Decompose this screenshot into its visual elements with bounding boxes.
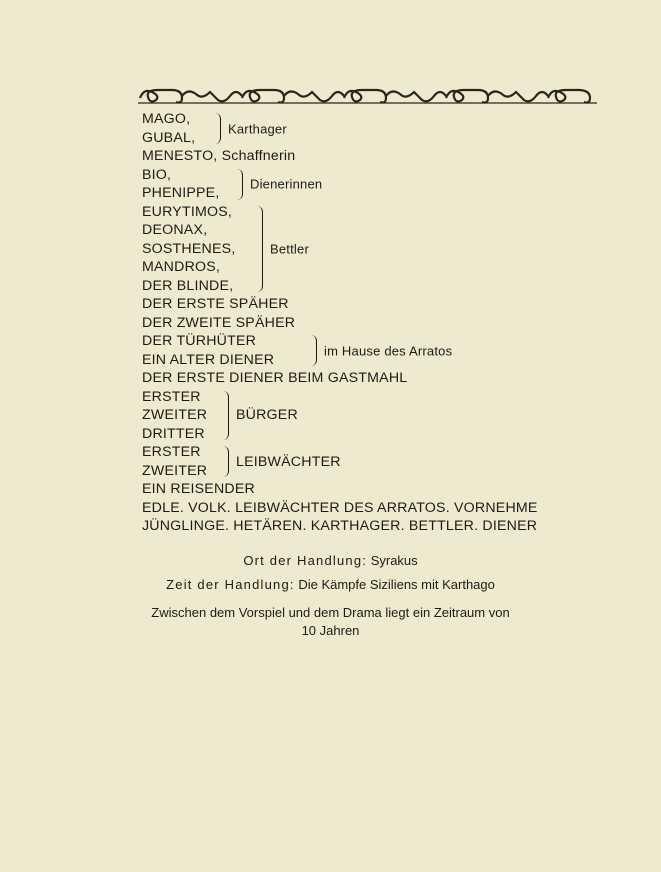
decorative-border-ornament [138, 84, 597, 106]
brace [222, 391, 229, 441]
cast-name: ZWEITER [142, 462, 208, 479]
cast-list [142, 110, 538, 536]
cast-name: DER ZWEITE SPÄHER [142, 314, 296, 331]
cast-group-leibwaechter [142, 443, 538, 480]
place-value: Syrakus [370, 553, 418, 568]
cast-name: EURYTIMOS, [142, 203, 233, 220]
cast-group-bettler [142, 203, 538, 296]
cast-name: PHENIPPE, [142, 185, 220, 201]
cast-name: DRITTER [142, 425, 205, 442]
brace [310, 335, 317, 366]
cast-name: ZWEITER [142, 407, 208, 423]
cast-name: ERSTER [142, 444, 201, 460]
group-label: im Hause des Arratos [324, 343, 453, 358]
cast-name: DER ERSTE SPÄHER [142, 296, 289, 312]
cast-group-dienerinnen [142, 166, 538, 203]
interval-note-line2: 10 Jahren [301, 623, 360, 638]
ensemble-line: EDLE. VOLK. LEIBWÄCHTER DES ARRATOS. VORNEHME [142, 499, 538, 516]
cast-name: DER BLINDE, [142, 277, 234, 294]
cast-name: BIO, [142, 166, 172, 183]
cast-name: MAGO, [142, 111, 191, 127]
brace [222, 446, 229, 477]
cast-name: DER ERSTE DIENER BEIM GASTMAHL [142, 370, 408, 386]
cast-name: MANDROS, [142, 259, 221, 275]
interval-note-line1: Zwischen dem Vorspiel und dem Drama liegt ein Zeitraum von [151, 605, 510, 620]
group-label: Karthager [228, 121, 287, 136]
cast-group-karthager [142, 110, 538, 147]
group-label: BÜRGER [236, 407, 298, 424]
place-label: Ort der Handlung: [243, 553, 368, 568]
cast-group-arratos [142, 332, 538, 369]
cast-name: SOSTHENES, [142, 240, 236, 257]
cast-name: DEONAX, [142, 222, 208, 238]
group-label: LEIBWÄCHTER [236, 453, 341, 470]
time-value: Die Kämpfe Siziliens mit Karthago [298, 577, 495, 592]
cast-group-buerger [142, 388, 538, 444]
group-label: Dienerinnen [250, 176, 323, 192]
cast-entry [142, 147, 538, 166]
time-label: Zeit der Handlung: [166, 577, 295, 592]
place-line [0, 553, 661, 568]
time-line [0, 577, 661, 592]
cast-name: DER TÜRHÜTER [142, 333, 257, 349]
cast-name: MENESTO, [142, 148, 218, 164]
group-label: Bettler [270, 241, 309, 257]
brace [214, 113, 221, 144]
ensemble-line: JÜNGLINGE. HETÄREN. KARTHAGER. BETTLER. DIENER [142, 518, 538, 534]
brace [236, 169, 243, 200]
cast-name: EIN ALTER DIENER [142, 351, 275, 368]
cast-name: ERSTER [142, 388, 201, 405]
cast-name: EIN REISENDER [142, 481, 255, 497]
brace [256, 206, 263, 293]
cast-name: GUBAL, [142, 129, 196, 146]
cast-role: Schaffnerin [221, 148, 296, 164]
